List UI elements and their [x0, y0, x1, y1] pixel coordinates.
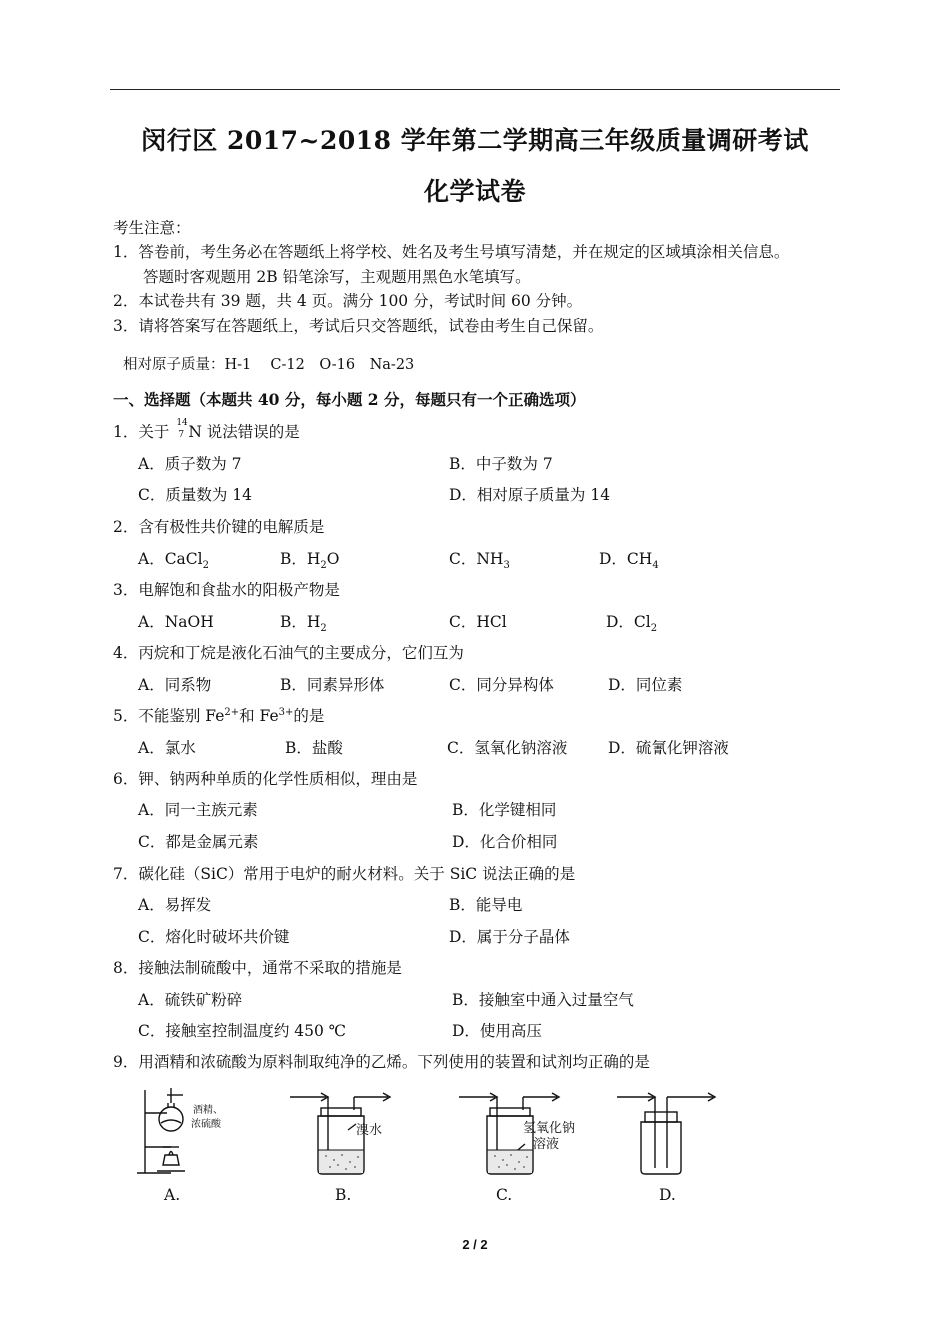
q9-option-a[interactable]: A. [164, 1186, 181, 1204]
atomic-mass-line: 相对原子质量：H-1 C-12 O-16 Na-23 [123, 357, 415, 373]
q3-option-b[interactable]: B．$H_2$ [280, 613, 327, 635]
q5-option-d[interactable]: D．硫氰化钾溶液 [608, 739, 729, 757]
question-6-stem: 6．钾、钠两种单质的化学性质相似，理由是 [113, 770, 418, 788]
q4-option-b[interactable]: B．同素异形体 [280, 676, 385, 694]
q4-option-c[interactable]: C．同分异构体 [449, 676, 554, 694]
q7-option-d[interactable]: D．属于分子晶体 [449, 928, 570, 946]
q7-option-b[interactable]: B．能导电 [449, 896, 523, 914]
q4-option-d[interactable]: D．同位素 [608, 676, 683, 694]
apparatus-a-label-2: 浓硫酸 [191, 1119, 221, 1130]
apparatus-c-label-2: 溶液 [533, 1136, 560, 1151]
header-rule [110, 89, 840, 90]
q2-option-a[interactable]: A．CaCl$_2$ [138, 550, 209, 572]
q4-option-a[interactable]: A．同系物 [138, 676, 212, 694]
question-9-stem: 9．用酒精和浓硫酸为原料制取纯净的乙烯。下列使用的装置和试剂均正确的是 [113, 1053, 650, 1071]
q5-option-b[interactable]: B．盐酸 [285, 739, 343, 757]
question-5-stem: 5．不能鉴别 $Fe^{2+}$和 $Fe^{3+}$的是 [113, 706, 325, 725]
q8-option-b[interactable]: B．接触室中通入过量空气 [452, 991, 634, 1009]
question-4-stem: 4．丙烷和丁烷是液化石油气的主要成分，它们互为 [113, 644, 464, 662]
q8-option-c[interactable]: C．接触室控制温度约 450 ℃ [138, 1022, 347, 1040]
q1-option-b[interactable]: B．中子数为 7 [449, 455, 553, 473]
question-2-stem: 2．含有极性共价键的电解质是 [113, 518, 325, 536]
notice-item-3: 3．请将答案写在答题纸上，考试后只交答题纸，试卷由考生自己保留。 [113, 317, 604, 335]
question-3-stem: 3．电解饱和食盐水的阳极产物是 [113, 581, 340, 599]
notice-item-1: 1．答卷前，考生务必在答题纸上将学校、姓名及考生号填写清楚，并在规定的区域填涂相关信息。 [113, 243, 790, 261]
q1-option-a[interactable]: A．质子数为 7 [138, 455, 242, 473]
q2-option-d[interactable]: D．$CH_4$ [599, 550, 659, 572]
question-1-stem: 1．关于 14 7 N 说法错误的是 [113, 418, 300, 441]
q2-option-c[interactable]: C．$NH_3$ [449, 550, 510, 572]
apparatus-c-diagram [457, 1088, 587, 1178]
q8-option-a[interactable]: A．硫铁矿粉碎 [138, 991, 243, 1009]
exam-subtitle: 化学试卷 [423, 177, 526, 206]
q9-option-b[interactable]: B. [335, 1186, 352, 1204]
question-8-stem: 8．接触法制硫酸中，通常不采取的措施是 [113, 959, 402, 977]
notice-item-1-cont: 答题时客观题用 2B 铅笔涂写，主观题用黑色水笔填写。 [143, 268, 531, 286]
q1-option-d[interactable]: D．相对原子质量为 14 [449, 486, 611, 504]
page-number: 2 / 2 [462, 1237, 488, 1252]
apparatus-d-diagram [615, 1088, 725, 1178]
q6-option-d[interactable]: D．化合价相同 [452, 833, 558, 851]
q6-option-b[interactable]: B．化学键相同 [452, 801, 557, 819]
q6-option-c[interactable]: C．都是金属元素 [138, 833, 259, 851]
notice-heading: 考生注意： [113, 219, 191, 237]
q8-option-d[interactable]: D．使用高压 [452, 1022, 542, 1040]
apparatus-c-label-1: 氢氧化钠 [523, 1120, 576, 1135]
q5-option-a[interactable]: A．氯水 [138, 739, 196, 757]
notice-item-2: 2．本试卷共有 39 题，共 4 页。满分 100 分，考试时间 60 分钟。 [113, 292, 583, 310]
nuclide-notation: 14 7 [176, 418, 188, 440]
q2-option-b[interactable]: B．$H_2O$ [280, 550, 340, 572]
q3-option-a[interactable]: A．NaOH [138, 613, 214, 631]
q5-option-c[interactable]: C．氢氧化钠溶液 [447, 739, 568, 757]
q9-option-c[interactable]: C. [496, 1186, 513, 1204]
apparatus-b-diagram [288, 1088, 403, 1178]
section-1-heading: 一、选择题（本题共 40 分，每小题 2 分，每题只有一个正确选项） [113, 390, 586, 409]
exam-title: 闵行区 2017~2018 学年第二学期高三年级质量调研考试 [141, 126, 809, 155]
apparatus-a-diagram [135, 1085, 255, 1180]
q7-option-c[interactable]: C．熔化时破坏共价键 [138, 928, 290, 946]
q6-option-a[interactable]: A．同一主族元素 [138, 801, 258, 819]
q1-option-c[interactable]: C．质量数为 14 [138, 486, 253, 504]
q3-option-c[interactable]: C．HCl [449, 613, 507, 631]
q9-option-d[interactable]: D. [659, 1186, 676, 1204]
q3-option-d[interactable]: D．$Cl_2$ [606, 613, 658, 635]
q7-option-a[interactable]: A．易挥发 [138, 896, 212, 914]
apparatus-b-label: 溴水 [356, 1122, 383, 1137]
apparatus-a-label-1: 酒精、 [193, 1105, 223, 1116]
question-7-stem: 7．碳化硅（SiC）常用于电炉的耐火材料。关于 SiC 说法正确的是 [113, 865, 576, 883]
